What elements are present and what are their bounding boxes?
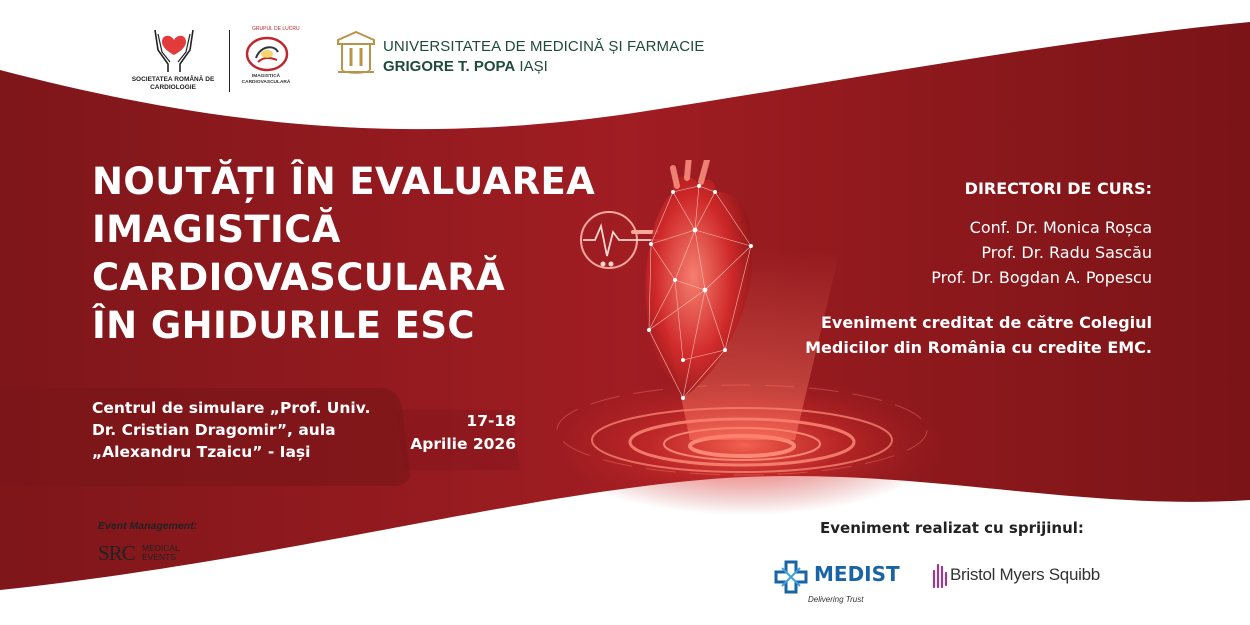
heart-hologram-icon [575, 160, 800, 420]
venue-line: Dr. Cristian Dragomir”, aula [92, 421, 336, 439]
university-name-bold: GRIGORE T. POPA [383, 58, 516, 75]
title-line: CARDIOVASCULARĂ [92, 256, 506, 299]
src-me-line1: MEDICAL [142, 543, 180, 553]
bms-logo [930, 561, 1100, 594]
title-line: IMAGISTICĂ [92, 208, 341, 251]
venue-line: Centrul de simulare „Prof. Univ. [92, 399, 371, 417]
medist-tagline: Delivering Trust [808, 595, 864, 604]
bms-name: Bristol Myers Squibb [950, 565, 1100, 584]
gic-emblem-icon [244, 34, 290, 74]
director-name: Conf. Dr. Monica Roșca [969, 218, 1152, 237]
medist-name: MEDIST [814, 562, 900, 586]
university-name-line2 [383, 58, 548, 75]
bms-hand-icon [930, 561, 948, 589]
dates-month-year: Aprilie 2026 [410, 435, 516, 453]
accreditation-line: Medicilor din România cu credite EMC. [805, 338, 1152, 357]
directors-block [772, 176, 1152, 360]
src-me-letters: SRC [98, 541, 135, 565]
event-management-label: Event Management: [98, 520, 198, 532]
src-me-line2: EVENTS [142, 552, 177, 562]
src-medical-events-logo [98, 541, 180, 566]
director-name: Prof. Dr. Bogdan A. Popescu [931, 268, 1152, 287]
medist-logo [774, 560, 900, 604]
directors-heading: DIRECTORI DE CURS: [964, 179, 1152, 198]
src-logo-text: SOCIETATEA ROMÂNĂ DE CARDIOLOGIE [131, 76, 215, 91]
title-line: ÎN GHIDURILE ESC [92, 304, 475, 347]
medist-cross-icon [774, 560, 808, 594]
logo-divider [229, 30, 230, 92]
event-dates [386, 410, 516, 456]
sponsors-label: Eveniment realizat cu sprijinul: [820, 519, 1084, 537]
university-name-line1: UNIVERSITATEA DE MEDICINĂ ȘI FARMACIE [383, 38, 705, 55]
university-city: IAȘI [515, 58, 548, 75]
title-line: NOUTĂȚI ÎN EVALUAREA [92, 160, 596, 203]
src-me-text [142, 544, 180, 562]
venue-text [92, 397, 392, 463]
director-name: Prof. Dr. Radu Sascău [981, 243, 1152, 262]
university-columns-icon [336, 30, 376, 76]
venue-line: „Alexandru Tzaicu” - Iași [92, 443, 311, 461]
accreditation-line: Eveniment creditat de către Colegiul [820, 313, 1152, 332]
heart-hands-icon [152, 26, 196, 74]
gic-logo-text: IMAGISTICĂ CARDIOVASCULARĂ [241, 74, 291, 85]
gic-logo-top-text: GRUPUL DE LUCRU [252, 26, 300, 32]
dates-days: 17-18 [466, 412, 516, 430]
